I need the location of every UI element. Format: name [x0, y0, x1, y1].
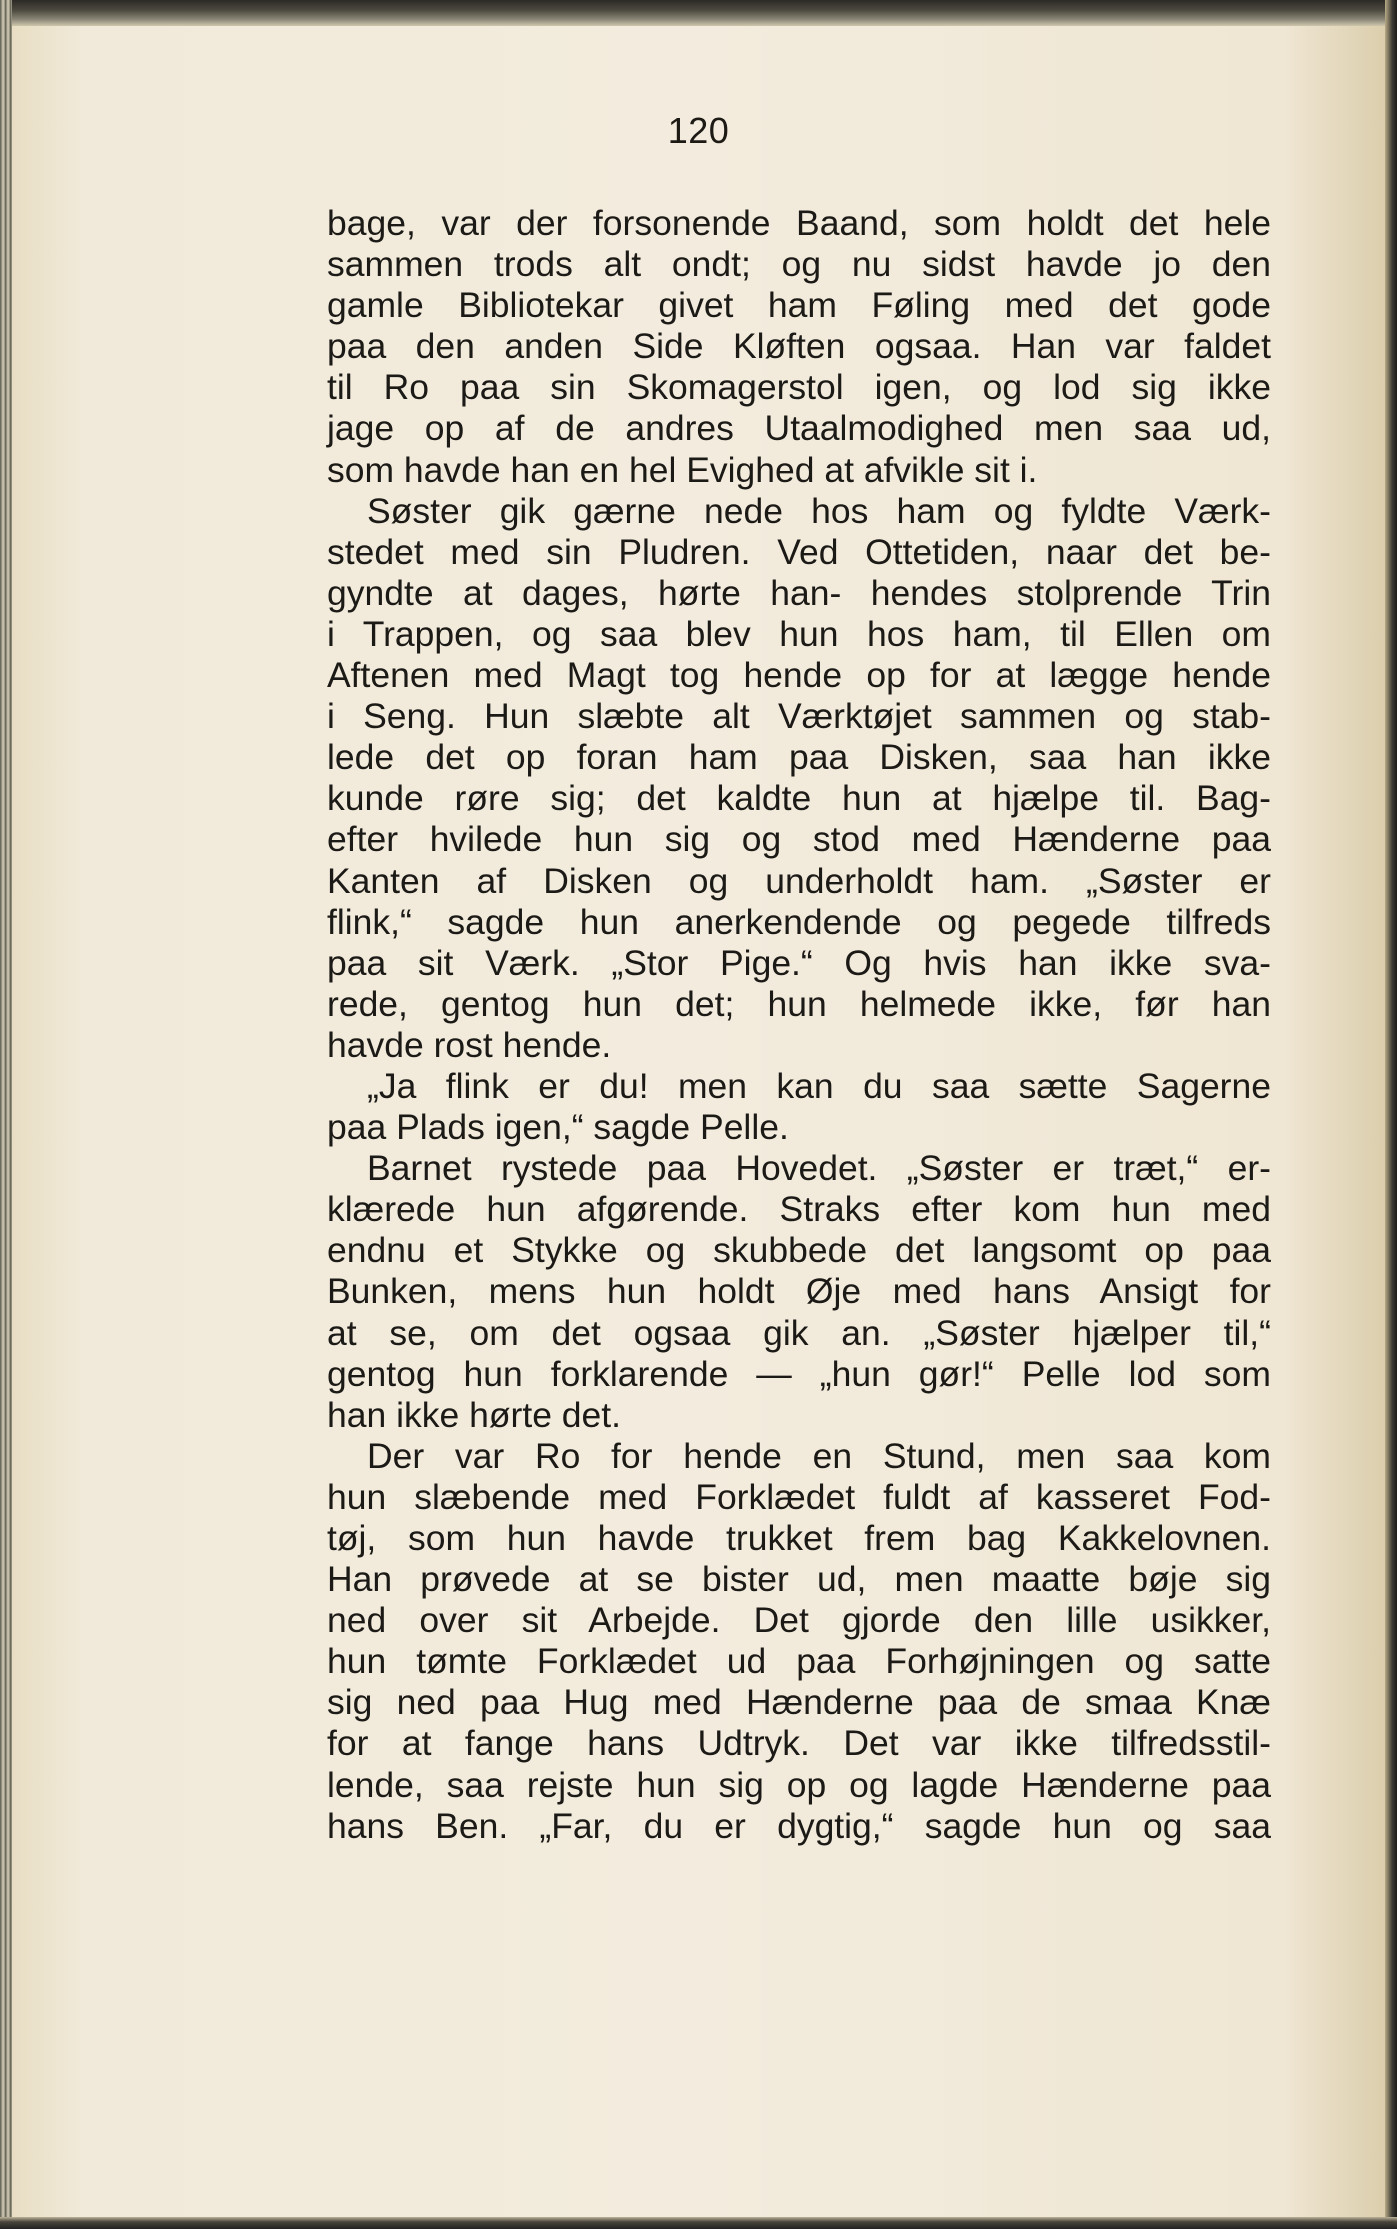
page-right-edge	[1385, 0, 1397, 2229]
text-line: at se, om det ogsaa gik an. „Søster hjælper til,“	[327, 1312, 1271, 1353]
text-line: kunde røre sig; det kaldte hun at hjælpe til. Bag-	[327, 778, 1271, 819]
text-line: sig ned paa Hug med Hænderne paa de smaa Knæ	[327, 1682, 1271, 1723]
text-line: Søster gik gærne nede hos ham og fyldte Værk-	[367, 490, 1271, 531]
text-line: lede det op foran ham paa Disken, saa han ikke	[327, 737, 1271, 778]
text-line: ned over sit Arbejde. Det gjorde den lille usikker,	[327, 1600, 1271, 1641]
text-line: „Ja flink er du! men kan du saa sætte Sagerne	[367, 1065, 1271, 1106]
text-line: efter hvilede hun sig og stod med Hænderne paa	[327, 819, 1271, 860]
page-left-edge	[0, 0, 12, 2229]
text-line: hun tømte Forklædet ud paa Forhøjningen og satte	[327, 1641, 1271, 1682]
text-line: Barnet rystede paa Hovedet. „Søster er træt,“ er-	[367, 1148, 1271, 1189]
text-line: hans Ben. „Far, du er dygtig,“ sagde hun og saa	[327, 1805, 1271, 1846]
page-number: 120	[667, 110, 730, 151]
text-line: gentog hun forklarende — „hun gør!“ Pelle lod som	[327, 1353, 1271, 1394]
text-line: han ikke hørte det.	[327, 1394, 622, 1435]
text-line: flink,“ sagde hun anerkendende og pegede tilfreds	[327, 901, 1271, 942]
text-line: Der var Ro for hende en Stund, men saa kom	[367, 1435, 1271, 1476]
text-line: jage op af de andres Utaalmodighed men saa ud,	[327, 408, 1271, 449]
text-line: hun slæbende med Forklædet fuldt af kasseret Fod-	[327, 1476, 1271, 1517]
text-line: lende, saa rejste hun sig op og lagde Hænderne paa	[327, 1764, 1271, 1805]
text-line: for at fange hans Udtryk. Det var ikke tilfredsstil-	[327, 1723, 1271, 1764]
text-line: til Ro paa sin Skomagerstol igen, og lod sig ikke	[327, 367, 1271, 408]
text-line: i Seng. Hun slæbte alt Værktøjet sammen og stab-	[327, 696, 1271, 737]
text-line: Han prøvede at se bister ud, men maatte bøje sig	[327, 1559, 1271, 1600]
text-line: havde rost hende.	[327, 1024, 612, 1065]
page-top-edge	[0, 0, 1397, 26]
text-line: rede, gentog hun det; hun helmede ikke, før han	[327, 983, 1271, 1024]
text-line: paa sit Værk. „Stor Pige.“ Og hvis han ikke sva-	[327, 942, 1271, 983]
text-line: bage, var der forsonende Baand, som holdt det hele	[327, 203, 1271, 243]
text-line: i Trappen, og saa blev hun hos ham, til Ellen om	[327, 613, 1271, 654]
text-line: endnu et Stykke og skubbede det langsomt op paa	[327, 1230, 1271, 1271]
text-line: Bunken, mens hun holdt Øje med hans Ansigt for	[327, 1271, 1271, 1312]
text-line: Aftenen med Magt tog hende op for at lægge hende	[327, 655, 1271, 696]
text-line: gamle Bibliotekar givet ham Føling med det gode	[327, 285, 1271, 326]
page-bottom-edge	[0, 2217, 1397, 2229]
text-line: paa den anden Side Kløften ogsaa. Han var faldet	[327, 326, 1271, 367]
body-text	[327, 203, 1271, 1847]
text-line: stedet med sin Pludren. Ved Ottetiden, naar det be-	[327, 531, 1271, 572]
text-line: tøj, som hun havde trukket frem bag Kakkelovnen.	[327, 1518, 1271, 1558]
text-line: gyndte at dages, hørte han- hendes stolprende Trin	[327, 572, 1271, 613]
text-line: som havde han en hel Evighed at afvikle sit i.	[327, 449, 1038, 490]
text-line: sammen trods alt ondt; og nu sidst havde jo den	[327, 244, 1271, 285]
text-line: paa Plads igen,“ sagde Pelle.	[327, 1107, 789, 1148]
text-line: klærede hun afgørende. Straks efter kom hun med	[327, 1189, 1271, 1230]
text-line: Kanten af Disken og underholdt ham. „Søster er	[327, 860, 1271, 901]
